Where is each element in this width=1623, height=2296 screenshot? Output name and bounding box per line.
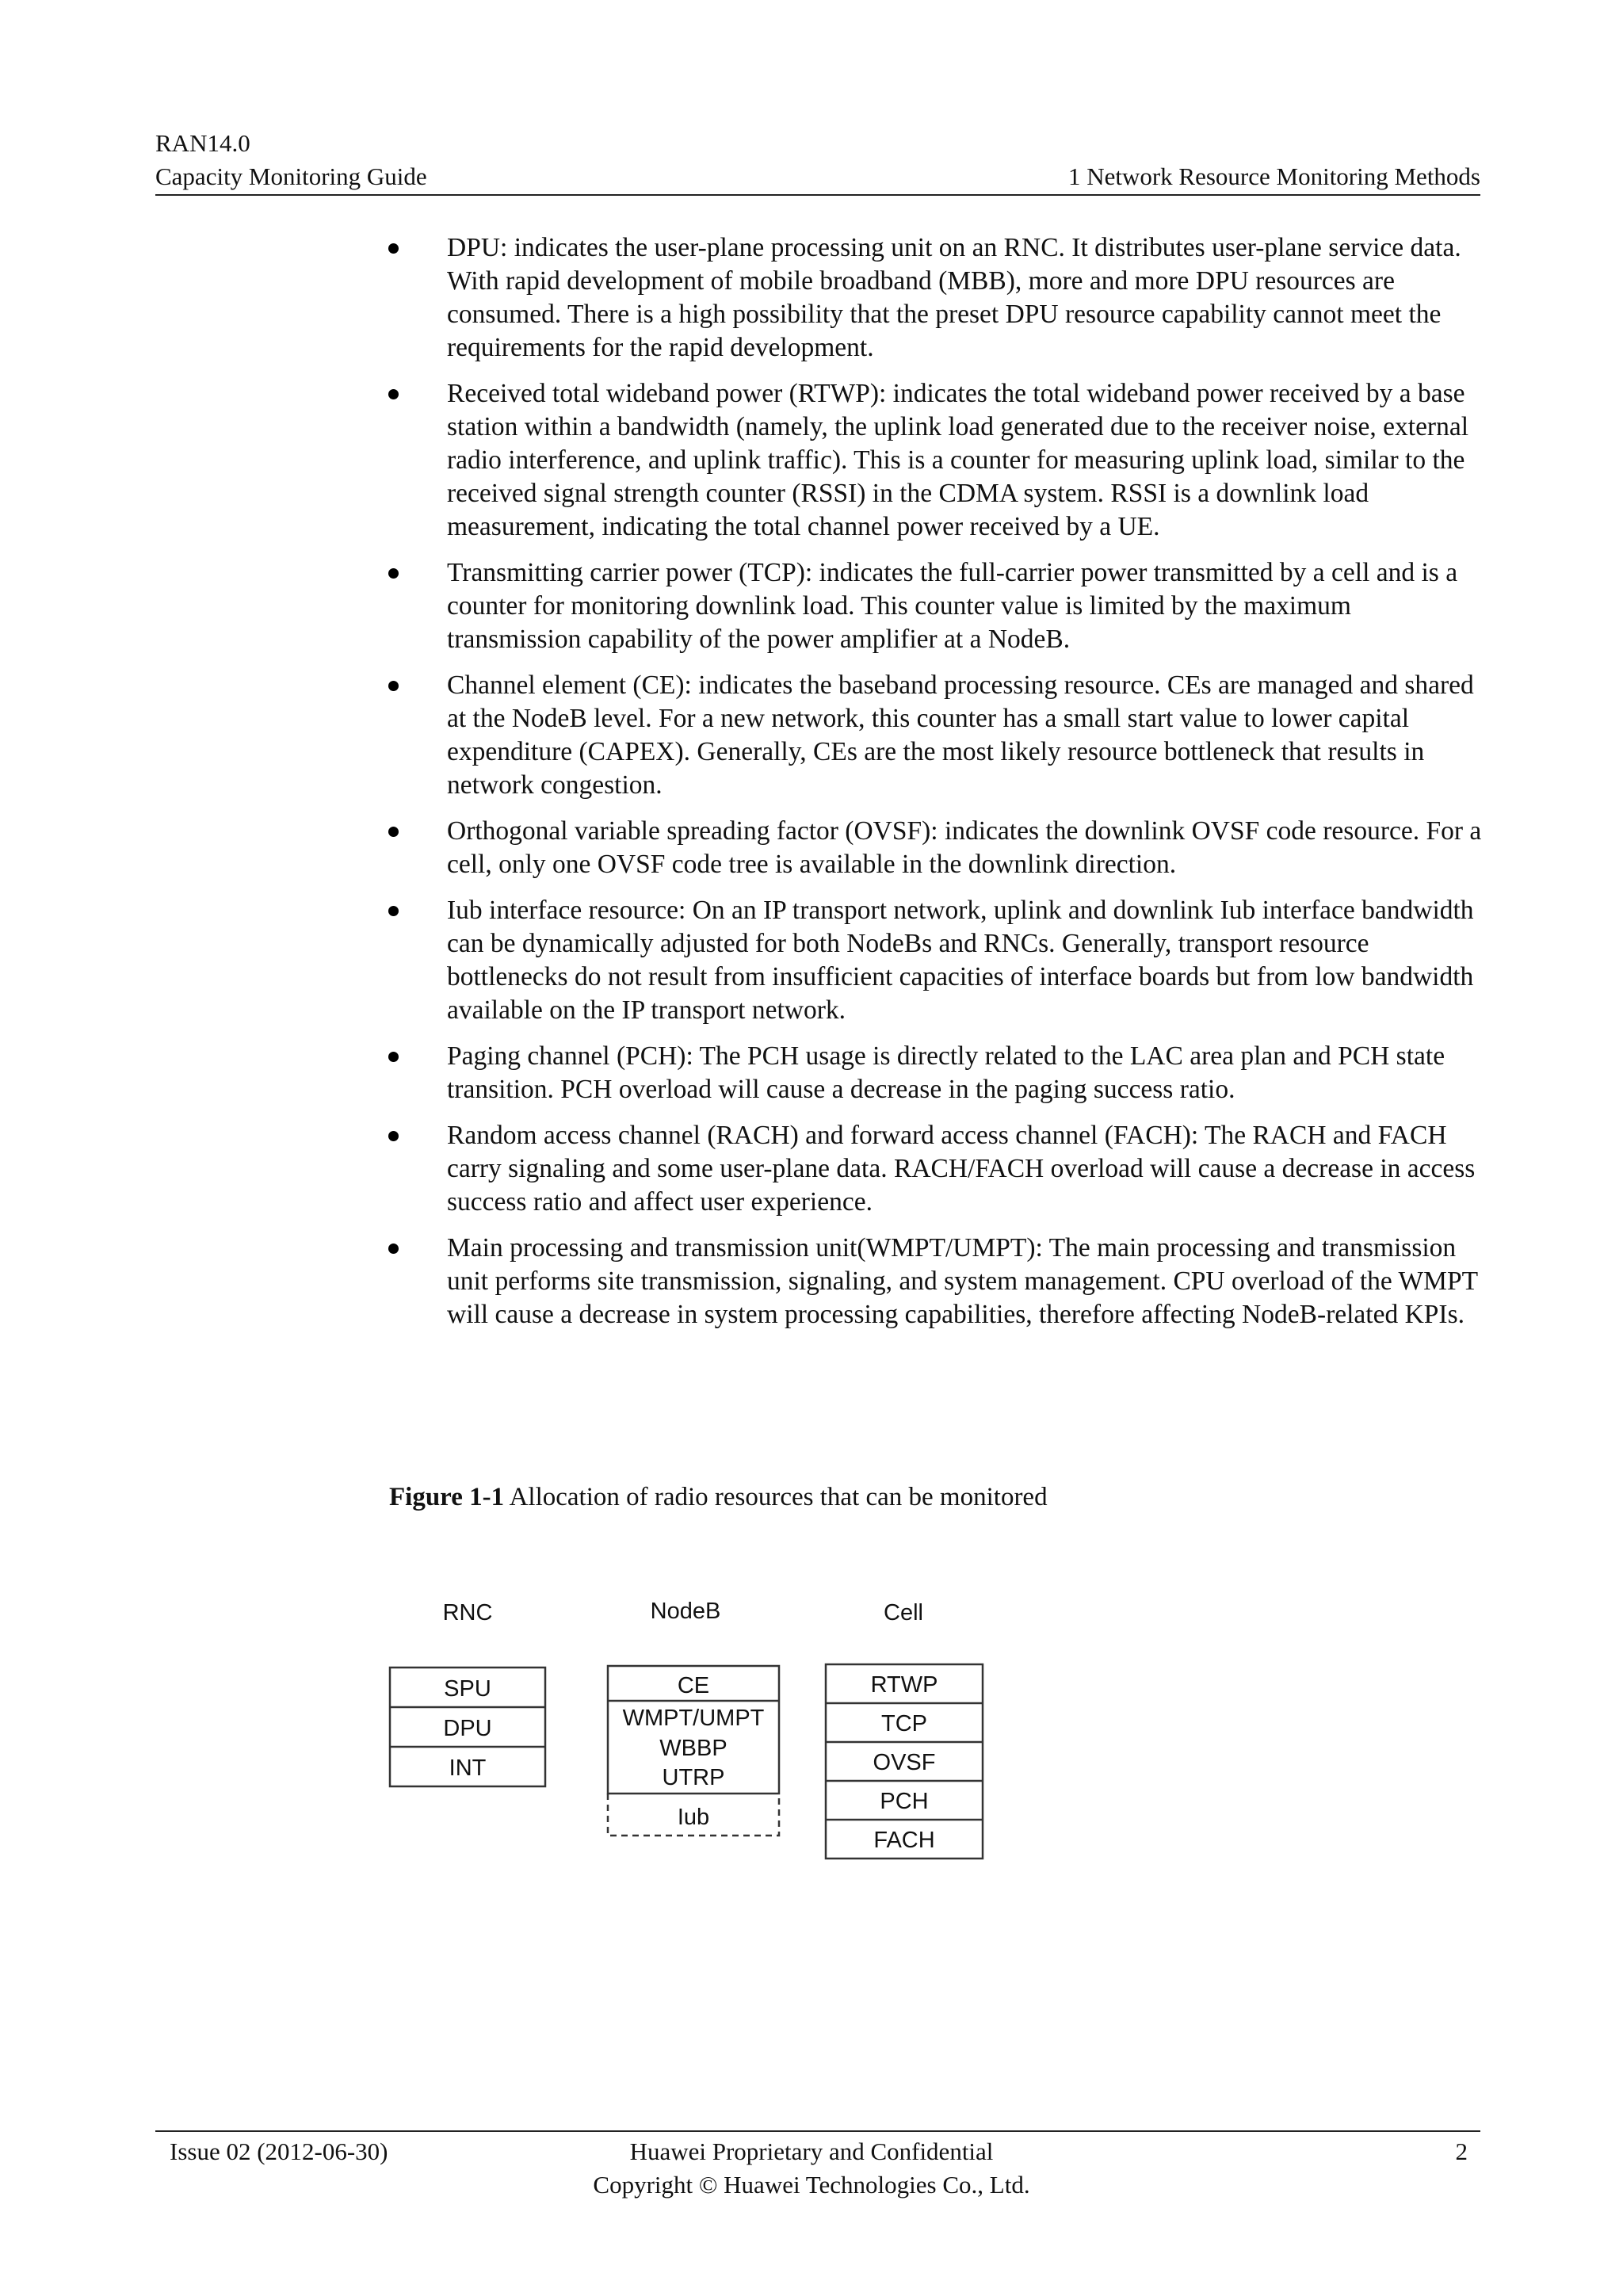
footer-divider (155, 2130, 1480, 2132)
bullet-icon (388, 681, 399, 691)
cell-item-fach: FACH (873, 1828, 935, 1853)
figure-title: Allocation of radio resources that can be monitored (509, 1483, 1048, 1511)
figure-number: Figure 1-1 (389, 1483, 505, 1511)
page-number: 2 (1455, 2137, 1468, 2165)
rnc-item-int: INT (449, 1755, 487, 1781)
header-divider (155, 194, 1480, 196)
list-item: Random access channel (RACH) and forward access channel (FACH): The RACH and FACH carry signaling and some user-plane data. RACH/FACH overload will cause a decrease in access success ratio and affect user experience. (387, 1119, 1488, 1219)
footer-copyright: Copyright © Huawei Technologies Co., Ltd. (593, 2171, 1030, 2199)
nodeb-item-utrp: UTRP (662, 1765, 725, 1790)
list-item: Main processing and transmission unit(WMPT/UMPT): The main processing and transmission unit performs site transmission, signaling, and system management. CPU overload of the WMPT will cause a decrease in system processing capabilities, therefore affecting NodeB-related KPIs. (387, 1232, 1488, 1331)
list-item: Iub interface resource: On an IP transport network, uplink and downlink Iub interface bandwidth can be dynamically adjusted for both NodeBs and RNCs. Generally, transport resource bottlenecks do not result from insufficient capacities of interface boards but from low bandwidth available on the IP transport network. (387, 894, 1488, 1027)
rnc-item-spu: SPU (444, 1676, 491, 1702)
page-header-left (155, 127, 427, 193)
list-item: Transmitting carrier power (TCP): indicates the full-carrier power transmitted by a cell and is a counter for monitoring downlink load. This counter value is limited by the maximum transmission capability of the power amplifier at a NodeB. (387, 556, 1488, 656)
bullet-icon (388, 1244, 399, 1254)
list-item: Orthogonal variable spreading factor (OVSF): indicates the downlink OVSF code resource. For a cell, only one OVSF code tree is available in the downlink direction. (387, 815, 1488, 881)
list-item: Received total wideband power (RTWP): indicates the total wideband power received by a base station within a bandwidth (namely, the uplink load generated due to the receiver noise, external radio interference, and uplink traffic). This is a counter for measuring uplink load, similar to the received signal strength counter (RSSI) in the CDMA system. RSSI is a downlink load measurement, indicating the total channel power received by a UE. (387, 377, 1488, 544)
nodeb-label: NodeB (650, 1599, 721, 1624)
bullet-icon (388, 827, 399, 837)
header-guide-title: Capacity Monitoring Guide (155, 162, 427, 190)
header-chapter-title: 1 Network Resource Monitoring Methods (1067, 162, 1480, 190)
bullet-icon (388, 1052, 399, 1062)
resource-allocation-diagram (380, 1585, 1014, 1870)
header-product: RAN14.0 (155, 129, 250, 157)
bullet-icon (388, 389, 399, 399)
bullet-icon (388, 906, 399, 916)
cell-item-pch: PCH (880, 1789, 929, 1814)
nodeb-item-ce: CE (677, 1673, 710, 1698)
rnc-item-dpu: DPU (443, 1716, 492, 1741)
rnc-label: RNC (442, 1600, 493, 1626)
bullet-icon (388, 1131, 399, 1141)
cell-item-tcp: TCP (881, 1711, 927, 1736)
footer-confidential: Huawei Proprietary and Confidential (629, 2137, 994, 2165)
bullet-icon (388, 243, 399, 254)
nodeb-item-wmpt-umpt: WMPT/UMPT (622, 1706, 765, 1731)
figure-caption (389, 1480, 1048, 1514)
cell-item-ovsf: OVSF (873, 1750, 936, 1775)
footer-center (0, 2135, 1623, 2202)
list-item: Channel element (CE): indicates the baseband processing resource. CEs are managed and shared at the NodeB level. For a new network, this counter has a small start value to lower capital expenditure (CAPEX). Generally, CEs are the most likely resource bottleneck that results in network congestion. (387, 669, 1488, 802)
footer-issue: Issue 02 (2012-06-30) (170, 2137, 388, 2165)
cell-item-rtwp: RTWP (870, 1672, 938, 1698)
resource-bullet-list (387, 231, 1488, 1344)
nodeb-item-wbbp: WBBP (659, 1736, 727, 1761)
list-item: Paging channel (PCH): The PCH usage is directly related to the LAC area plan and PCH state transition. PCH overload will cause a decrease in the paging success ratio. (387, 1040, 1488, 1106)
cell-label: Cell (884, 1600, 923, 1626)
list-item: DPU: indicates the user-plane processing unit on an RNC. It distributes user-plane service data. With rapid development of mobile broadband (MBB), more and more DPU resources are consumed. There is a high possibility that the preset DPU resource capability cannot meet the requirements for the rapid development. (387, 231, 1488, 365)
bullet-icon (388, 568, 399, 579)
nodeb-item-iub: Iub (677, 1805, 710, 1830)
